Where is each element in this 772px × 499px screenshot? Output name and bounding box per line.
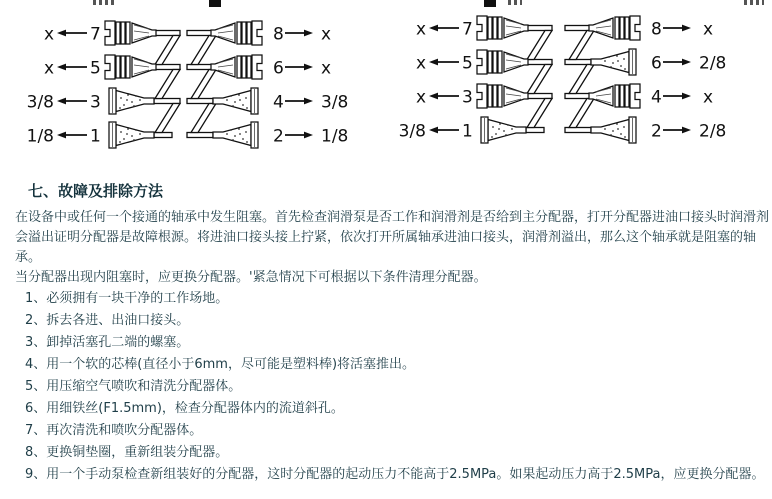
dest-label: 2/8 (699, 121, 727, 142)
distributor-block (105, 21, 156, 45)
port-number: 5 (462, 53, 473, 74)
arrow-right-icon (682, 93, 691, 100)
dest-label: 1/8 (26, 126, 54, 147)
dest-label: x (321, 58, 332, 79)
dest-label: x (321, 24, 332, 45)
port-number: 3 (90, 92, 101, 113)
step-item: 2、拆去各进、出油口接头。 (25, 313, 190, 328)
distributor-block (105, 55, 156, 79)
port-number: 8 (651, 19, 662, 40)
cropped-row-fragment (508, 0, 522, 5)
step-item: 6、用细铁丝(F1.5mm)，检查分配器体内的流道斜孔。 (25, 401, 344, 416)
port-number: 2 (651, 121, 662, 142)
arrow-left-icon (429, 93, 438, 100)
arrow-right-icon (304, 30, 313, 37)
port-number: 5 (90, 58, 101, 79)
paragraph-line: 当分配器出现内阻塞时，应更换分配器。'紧急情况下可根据以下条件清理分配器。 (15, 270, 487, 285)
distributor-block (213, 88, 258, 114)
step-item: 9、用一个手动泵检查新组装好的分配器，这时分配器的起动压力不能高于2.5MPa。如果起动压力高于2.5MPa，应更换分配器。 (25, 467, 765, 482)
distributor-block (477, 84, 528, 108)
port-number: 8 (273, 24, 284, 45)
port-number: 1 (90, 126, 101, 147)
arrow-left-icon (57, 30, 66, 37)
step-item: 5、用压缩空气喷吹和清洗分配器体。 (25, 379, 242, 394)
arrow-right-icon (304, 64, 313, 71)
port-number: 3 (462, 87, 473, 108)
dest-label: x (415, 19, 426, 40)
dest-label: x (43, 24, 54, 45)
arrow-left-icon (57, 64, 66, 71)
distributor-diagram-left-2 (398, 8, 568, 158)
arrow-right-icon (682, 59, 691, 66)
port-number: 6 (273, 58, 284, 79)
dest-label: x (415, 53, 426, 74)
distributor-diagram-right-1 (185, 13, 370, 163)
arrow-right-icon (304, 132, 313, 139)
port-number: 7 (90, 24, 101, 45)
cropped-row-fragment (93, 0, 117, 5)
distributor-block (109, 88, 154, 114)
distributor-block (477, 50, 528, 74)
arrow-left-icon (429, 59, 438, 66)
distributor-diagram-left-1 (26, 13, 196, 163)
distributor-diagram-right-2 (563, 8, 753, 158)
distributor-block (211, 21, 262, 45)
cropped-block-fragment (484, 0, 496, 7)
arrow-left-icon (57, 98, 66, 105)
distributor-block (589, 16, 640, 40)
dest-label: x (415, 87, 426, 108)
step-item: 7、再次清洗和喷吹分配器体。 (25, 423, 203, 438)
distributor-block (589, 84, 640, 108)
distributor-block (477, 16, 528, 40)
distributor-block (591, 49, 636, 75)
arrow-left-icon (429, 25, 438, 32)
step-item: 1、必须拥有一块干净的工作场地。 (25, 291, 229, 306)
dest-label: 3/8 (26, 92, 54, 113)
step-item: 4、用一个软的芯棒(直径小于6mm，尽可能是塑料棒)将活塞推出。 (25, 357, 416, 372)
arrow-right-icon (682, 25, 691, 32)
dest-label: 3/8 (321, 92, 349, 113)
distributor-block (591, 117, 636, 143)
step-item: 3、卸掉活塞孔二端的螺塞。 (25, 335, 190, 350)
port-number: 2 (273, 126, 284, 147)
port-number: 6 (651, 53, 662, 74)
section-title: 七、故障及排除方法 (28, 182, 164, 200)
paragraph-line: 承。 (15, 250, 42, 265)
dest-label: x (703, 87, 714, 108)
port-number: 4 (651, 87, 662, 108)
arrow-right-icon (682, 127, 691, 134)
port-number: 7 (462, 19, 473, 40)
arrow-left-icon (57, 132, 66, 139)
cropped-block-fragment (209, 0, 221, 7)
arrow-right-icon (304, 98, 313, 105)
distributor-block (213, 122, 258, 148)
dest-label: 2/8 (699, 53, 727, 74)
dest-label: x (43, 58, 54, 79)
paragraph-line: 会溢出证明分配器是故障根源。将进油口接头接上拧紧，依次打开所属轴承进油口接头，润滑剂溢出，那么这个轴承就是阻塞的轴 (15, 230, 757, 245)
port-number: 1 (462, 121, 473, 142)
dest-label: x (703, 19, 714, 40)
step-item: 8、更换铜垫圈，重新组装分配器。 (25, 445, 229, 460)
port-number: 4 (273, 92, 284, 113)
cropped-row-fragment (744, 0, 764, 5)
paragraph-line: 在设备中或任何一个接通的轴承中发生阻塞。首先检查润滑泵是否工作和润滑剂是否给到主分配器，打开分配器进油口接头时润滑剂 (15, 210, 770, 225)
distributor-block (109, 122, 154, 148)
troubleshooting-section (15, 180, 771, 486)
distributor-block (481, 117, 526, 143)
dest-label: 1/8 (321, 126, 349, 147)
distributor-block (211, 55, 262, 79)
arrow-left-icon (429, 127, 438, 134)
dest-label: 3/8 (398, 121, 426, 142)
